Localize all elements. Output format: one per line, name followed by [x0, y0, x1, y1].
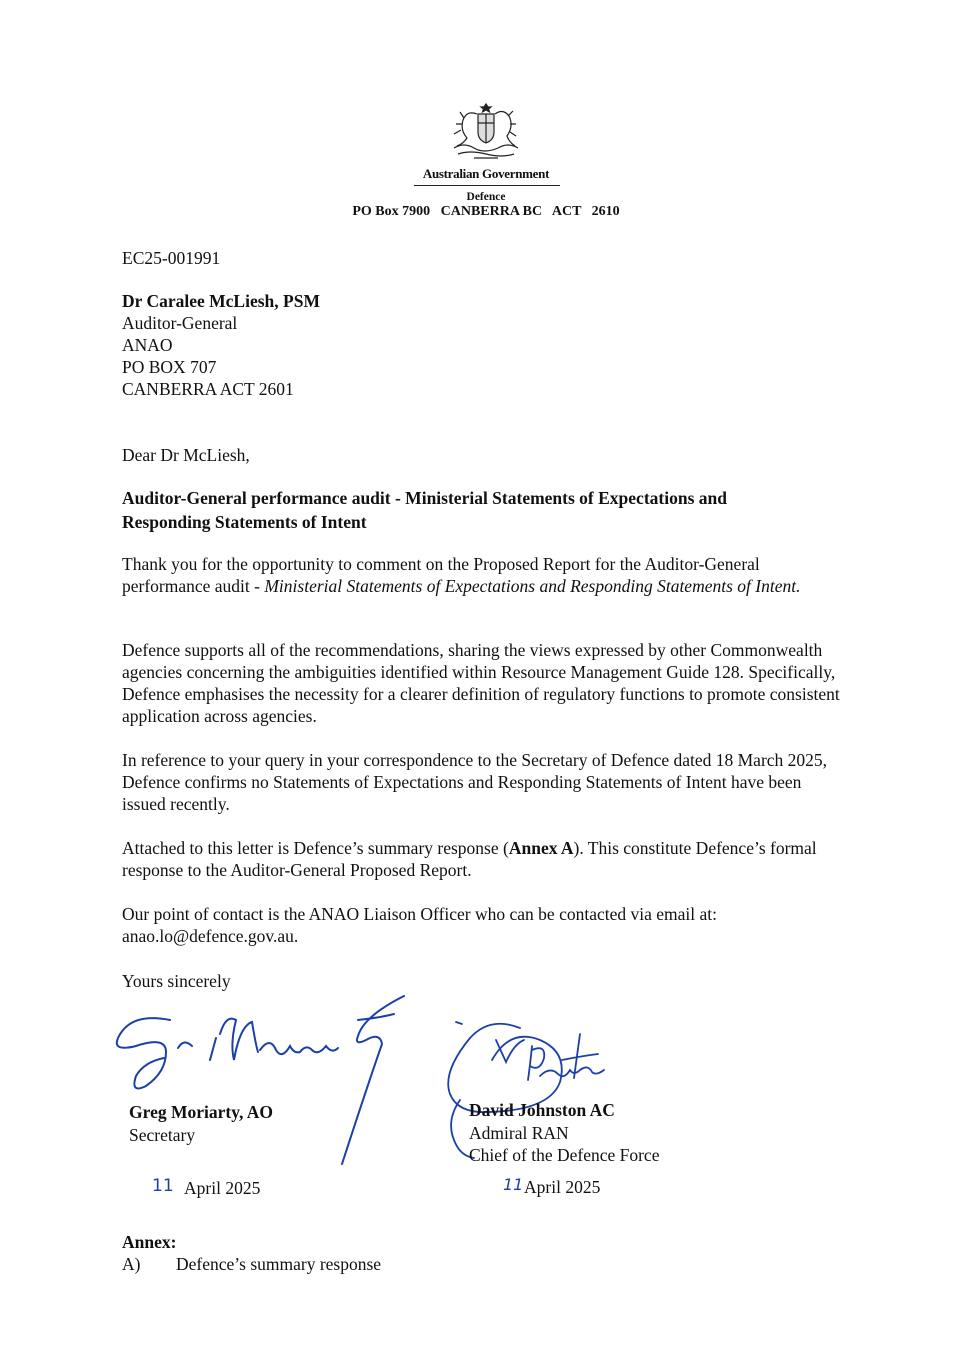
recipient-line: PO BOX 707: [122, 357, 217, 377]
paragraph-recommendations: Defence supports all of the recommendations, sharing the views expressed by other Commonwealth agencies concerning the ambiguities identified within Resource Management Guide 128. Specifically, Defence emphasises the necessity for a clearer definition of regulatory functions to promote consistent application across agencies.: [122, 640, 840, 726]
letterhead-divider: [414, 185, 560, 186]
signatory-title: Chief of the Defence Force: [469, 1145, 660, 1165]
paragraph-attachment: [122, 837, 847, 881]
subject-line: Responding Statements of Intent: [122, 512, 367, 532]
signatory-title: Secretary: [129, 1125, 196, 1145]
annex-item: Defence’s summary response: [176, 1254, 382, 1274]
paragraph-contact: Our point of contact is the ANAO Liaison Officer who can be contacted via email at: anao.lo@defence.gov.au.: [122, 904, 717, 946]
signature-date: April 2025: [524, 1177, 601, 1197]
paragraph-thanks: [122, 553, 847, 597]
closing: Yours sincerely: [122, 971, 231, 991]
annex-reference: Annex A: [508, 838, 574, 858]
postal-address: PO Box 7900 CANBERRA BC ACT 2610: [352, 204, 620, 219]
signatory-name: Greg Moriarty, AO: [129, 1102, 274, 1122]
report-title: Ministerial Statements of Expectations and Responding Statements of Intent.: [264, 576, 801, 596]
handwritten-day: 11: [503, 1175, 524, 1194]
recipient-line: Auditor-General: [122, 313, 238, 333]
recipient-name: Dr Caralee McLiesh, PSM: [122, 291, 320, 311]
paragraph-text: Thank you for the opportunity to comment on the Proposed Report for the Auditor-General performance audit -: [122, 554, 760, 596]
signature-date: April 2025: [184, 1178, 261, 1198]
recipient-line: ANAO: [122, 335, 173, 355]
coat-of-arms-emblem: [444, 100, 528, 164]
signatory-name: David Johnston AC: [469, 1100, 615, 1120]
government-name: Australian Government: [422, 166, 550, 181]
salutation: Dear Dr McLiesh,: [122, 445, 250, 465]
department-name: Defence: [466, 191, 506, 203]
subject-heading: [122, 486, 842, 534]
annex-heading: Annex:: [122, 1232, 177, 1252]
recipient-line: CANBERRA ACT 2601: [122, 379, 294, 399]
reference-number: EC25-001991: [122, 248, 221, 268]
annex-label: A): [122, 1254, 141, 1274]
recipient-address: [122, 290, 320, 400]
subject-line: Auditor-General performance audit - Ministerial Statements of Expectations and: [122, 488, 727, 508]
handwritten-day: 11: [152, 1176, 174, 1196]
paragraph-query: In reference to your query in your correspondence to the Secretary of Defence dated 18 March 2025, Defence confirms no Statements of Expectations and Responding Statements of Intent have been issued recently.: [122, 750, 828, 814]
paragraph-text: Attached to this letter is Defence’s summary response (: [122, 838, 509, 858]
paragraph-text: ). This constitute Defence’s formal response to the Auditor-General Proposed Report.: [122, 838, 817, 880]
signatory-title: Admiral RAN: [469, 1123, 569, 1143]
